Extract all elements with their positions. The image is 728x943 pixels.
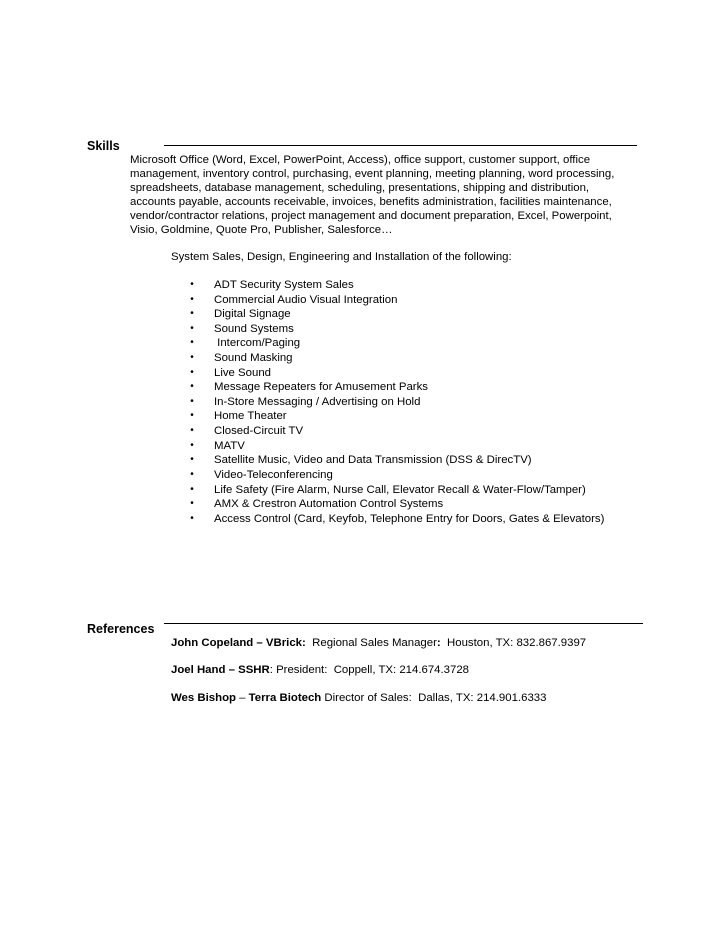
bullet-icon: •: [190, 410, 194, 422]
list-item-text: ADT Security System Sales: [214, 279, 354, 291]
references-divider: [164, 623, 643, 624]
list-item-text: Live Sound: [214, 366, 271, 379]
reference-entry: [171, 636, 586, 650]
list-item-text: Closed-Circuit TV: [214, 425, 304, 438]
list-item-text: Sound Masking: [214, 352, 293, 365]
reference-title: Regional Sales Manager: [305, 637, 437, 649]
skills-summary-line: vendor/contractor relations, project management and document preparation, Excel, Powerpoint,: [130, 209, 612, 222]
bullet-icon: •: [190, 293, 194, 305]
bullet-icon: •: [190, 498, 194, 510]
skills-summary: [130, 154, 645, 237]
reference-colon: :: [436, 637, 441, 649]
list-item-text: Home Theater: [214, 410, 287, 423]
list-item-text: Satellite Music, Video and Data Transmission (DSS & DirecTV): [214, 454, 532, 467]
reference-dash: –: [235, 692, 249, 704]
bullet-icon: •: [190, 308, 194, 320]
bullet-icon: •: [190, 352, 194, 364]
reference-entry: [171, 691, 546, 705]
skills-heading: Skills: [87, 139, 120, 153]
skills-summary-line: Visio, Goldmine, Quote Pro, Publisher, Salesforce…: [130, 223, 393, 236]
reference-details: Director of Sales: Dallas, TX: 214.901.6333: [321, 692, 547, 704]
bullet-icon: •: [190, 483, 194, 495]
skills-divider: [164, 145, 637, 146]
bullet-icon: •: [190, 381, 194, 393]
reference-company: Terra Biotech: [248, 692, 322, 704]
skills-summary-line: Microsoft Office (Word, Excel, PowerPoint, Access), office support, customer support, office: [130, 154, 591, 166]
bullet-icon: •: [190, 512, 194, 524]
skills-summary-line: spreadsheets, database management, scheduling, presentations, shipping and distribution,: [130, 181, 590, 194]
list-item-text: Video-Teleconferencing: [214, 468, 333, 481]
reference-name-company: Joel Hand – SSHR: [171, 664, 270, 676]
bullet-icon: •: [190, 395, 194, 407]
bullet-icon: •: [190, 279, 194, 290]
list-item-text: Sound Systems: [214, 322, 294, 335]
list-item-text: Life Safety (Fire Alarm, Nurse Call, Elevator Recall & Water-Flow/Tamper): [214, 483, 586, 496]
reference-details: : President: Coppell, TX: 214.674.3728: [269, 664, 470, 676]
references-heading: References: [87, 622, 155, 636]
bullet-icon: •: [190, 425, 194, 437]
list-item-text: MATV: [214, 439, 245, 452]
list-item-text: Access Control (Card, Keyfob, Telephone Entry for Doors, Gates & Elevators): [214, 512, 605, 525]
bullet-icon: •: [190, 468, 194, 480]
bullet-icon: •: [190, 439, 194, 451]
reference-name-company: John Copeland – VBrick:: [171, 637, 306, 649]
skills-summary-line: management, inventory control, purchasing, event planning, meeting planning, word processing,: [130, 167, 615, 180]
bullet-icon: •: [190, 322, 194, 334]
skills-summary-line: accounts payable, accounts receivable, invoices, benefits administration, facilities maintenance,: [130, 195, 612, 208]
bullet-icon: •: [190, 366, 194, 378]
list-item-text: Digital Signage: [214, 308, 291, 321]
list-item-text: AMX & Crestron Automation Control Systems: [214, 498, 444, 511]
list-item-text: Intercom/Paging: [214, 337, 301, 350]
system-sales-intro: System Sales, Design, Engineering and Installation of the following:: [171, 251, 512, 263]
bullet-icon: •: [190, 454, 194, 466]
list-item-text: In-Store Messaging / Advertising on Hold: [214, 395, 421, 408]
list-item-text: Commercial Audio Visual Integration: [214, 293, 398, 306]
reference-name: Wes Bishop: [171, 692, 236, 704]
reference-entry: [171, 663, 469, 677]
bullet-icon: •: [190, 337, 194, 349]
reference-location-phone: Houston, TX: 832.867.9397: [440, 637, 587, 649]
list-item-text: Message Repeaters for Amusement Parks: [214, 381, 428, 394]
